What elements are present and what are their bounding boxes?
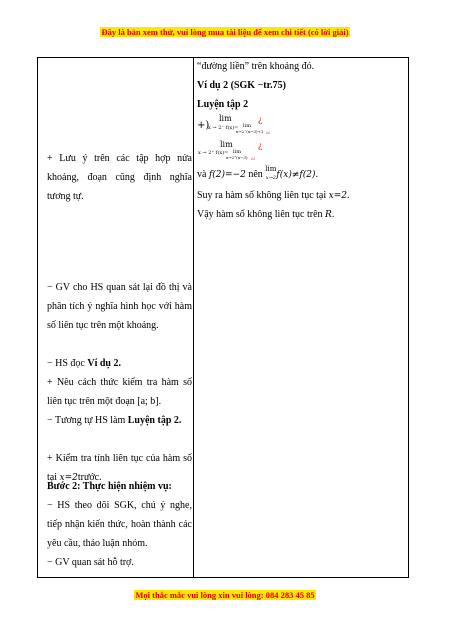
teacher-support: − GV quan sát hỗ trợ. <box>47 557 134 568</box>
conclusion-domain <box>197 205 407 225</box>
math: x=2 <box>328 191 347 201</box>
text: . <box>347 190 350 201</box>
text: . <box>331 209 335 220</box>
formula-fragment: x → 2⁻ f(x)= <box>208 125 239 131</box>
check-method-note: + Nêu cách thức kiểm tra hàm số liên tục trên một đoạn [a; b]. <box>47 377 192 407</box>
student-task: − HS theo dõi SGK, chú ý nghe, tiếp nhận kiến thức, hoàn thành các yêu cầu, thảo luận nhóm. <box>47 500 192 549</box>
step-2-heading: Bước 2: Thực hiện nhiệm vụ: <box>47 481 172 492</box>
student-practice <box>47 411 192 430</box>
example-ref: Ví dụ 2. <box>87 358 121 369</box>
lim-label: lim <box>219 114 232 123</box>
text: Vậy hàm số không liên tục trên <box>197 209 326 220</box>
plus-marker: +) <box>197 120 210 131</box>
text: nên <box>245 169 266 180</box>
lim-label: lim <box>265 165 277 173</box>
lim-block <box>265 165 276 182</box>
preview-banner: Đây là bản xem thử, vui lòng mua tài liệu để xem chi tiết (có lời giải) <box>101 27 349 37</box>
student-read-example <box>47 354 192 373</box>
continuous-line-text: “đường liền” trên khoảng đó. <box>197 61 315 72</box>
math: R <box>325 210 332 220</box>
right-cell <box>194 58 409 578</box>
teacher-instruction: − GV cho HS quan sát lại đồ thị và phân tích ý nghĩa hình học với hàm số liên tục trên một khoảng. <box>47 282 192 331</box>
lim-subscript: x→2 <box>265 175 276 181</box>
math: x=2 <box>59 473 78 483</box>
text: và <box>197 169 209 180</box>
error-mark: ¿¿ <box>251 155 256 160</box>
error-mark: ¿ <box>258 141 263 150</box>
text: + Kiểm tra tính liên tục của hàm số tại <box>47 453 192 483</box>
note-half-intervals: + Lưu ý trên các tập hợp nửa khoảng, đoạn cũng định nghĩa tương tự. <box>47 153 192 202</box>
lim-label: lim <box>243 123 251 129</box>
error-mark: ¿¿ <box>266 129 271 134</box>
formula-fragment: x → 2⁺ f(x)= <box>198 150 229 156</box>
math: f(2)=−2 <box>208 170 246 180</box>
f2-statement <box>197 165 407 185</box>
lim-label: lim <box>220 140 233 149</box>
formula-fragment: x→2⁻(x−3)+1 <box>236 129 264 134</box>
math: f(x)≠f(2) <box>276 170 316 180</box>
practice-2-heading: Luyện tập 2 <box>197 99 249 110</box>
text: − Tương tự HS làm <box>47 415 128 426</box>
practice-ref: Luyện tập 2. <box>127 415 182 426</box>
formula-fragment: x→2⁺(x−3) <box>226 155 248 160</box>
text: trước. <box>77 472 102 483</box>
conclusion-point <box>197 186 407 206</box>
lim-label: lim <box>233 149 241 155</box>
text: − HS đọc <box>47 358 88 369</box>
text: Suy ra hàm số không liên tục tại <box>197 190 329 201</box>
example-2-heading: Ví dụ 2 (SGK −tr.75) <box>197 80 286 91</box>
text: . <box>315 169 318 180</box>
contact-banner: Mọi thắc mắc vui lòng xin vui lòng: 084 283 45 85 <box>135 590 315 600</box>
error-mark: ¿ <box>258 115 263 124</box>
